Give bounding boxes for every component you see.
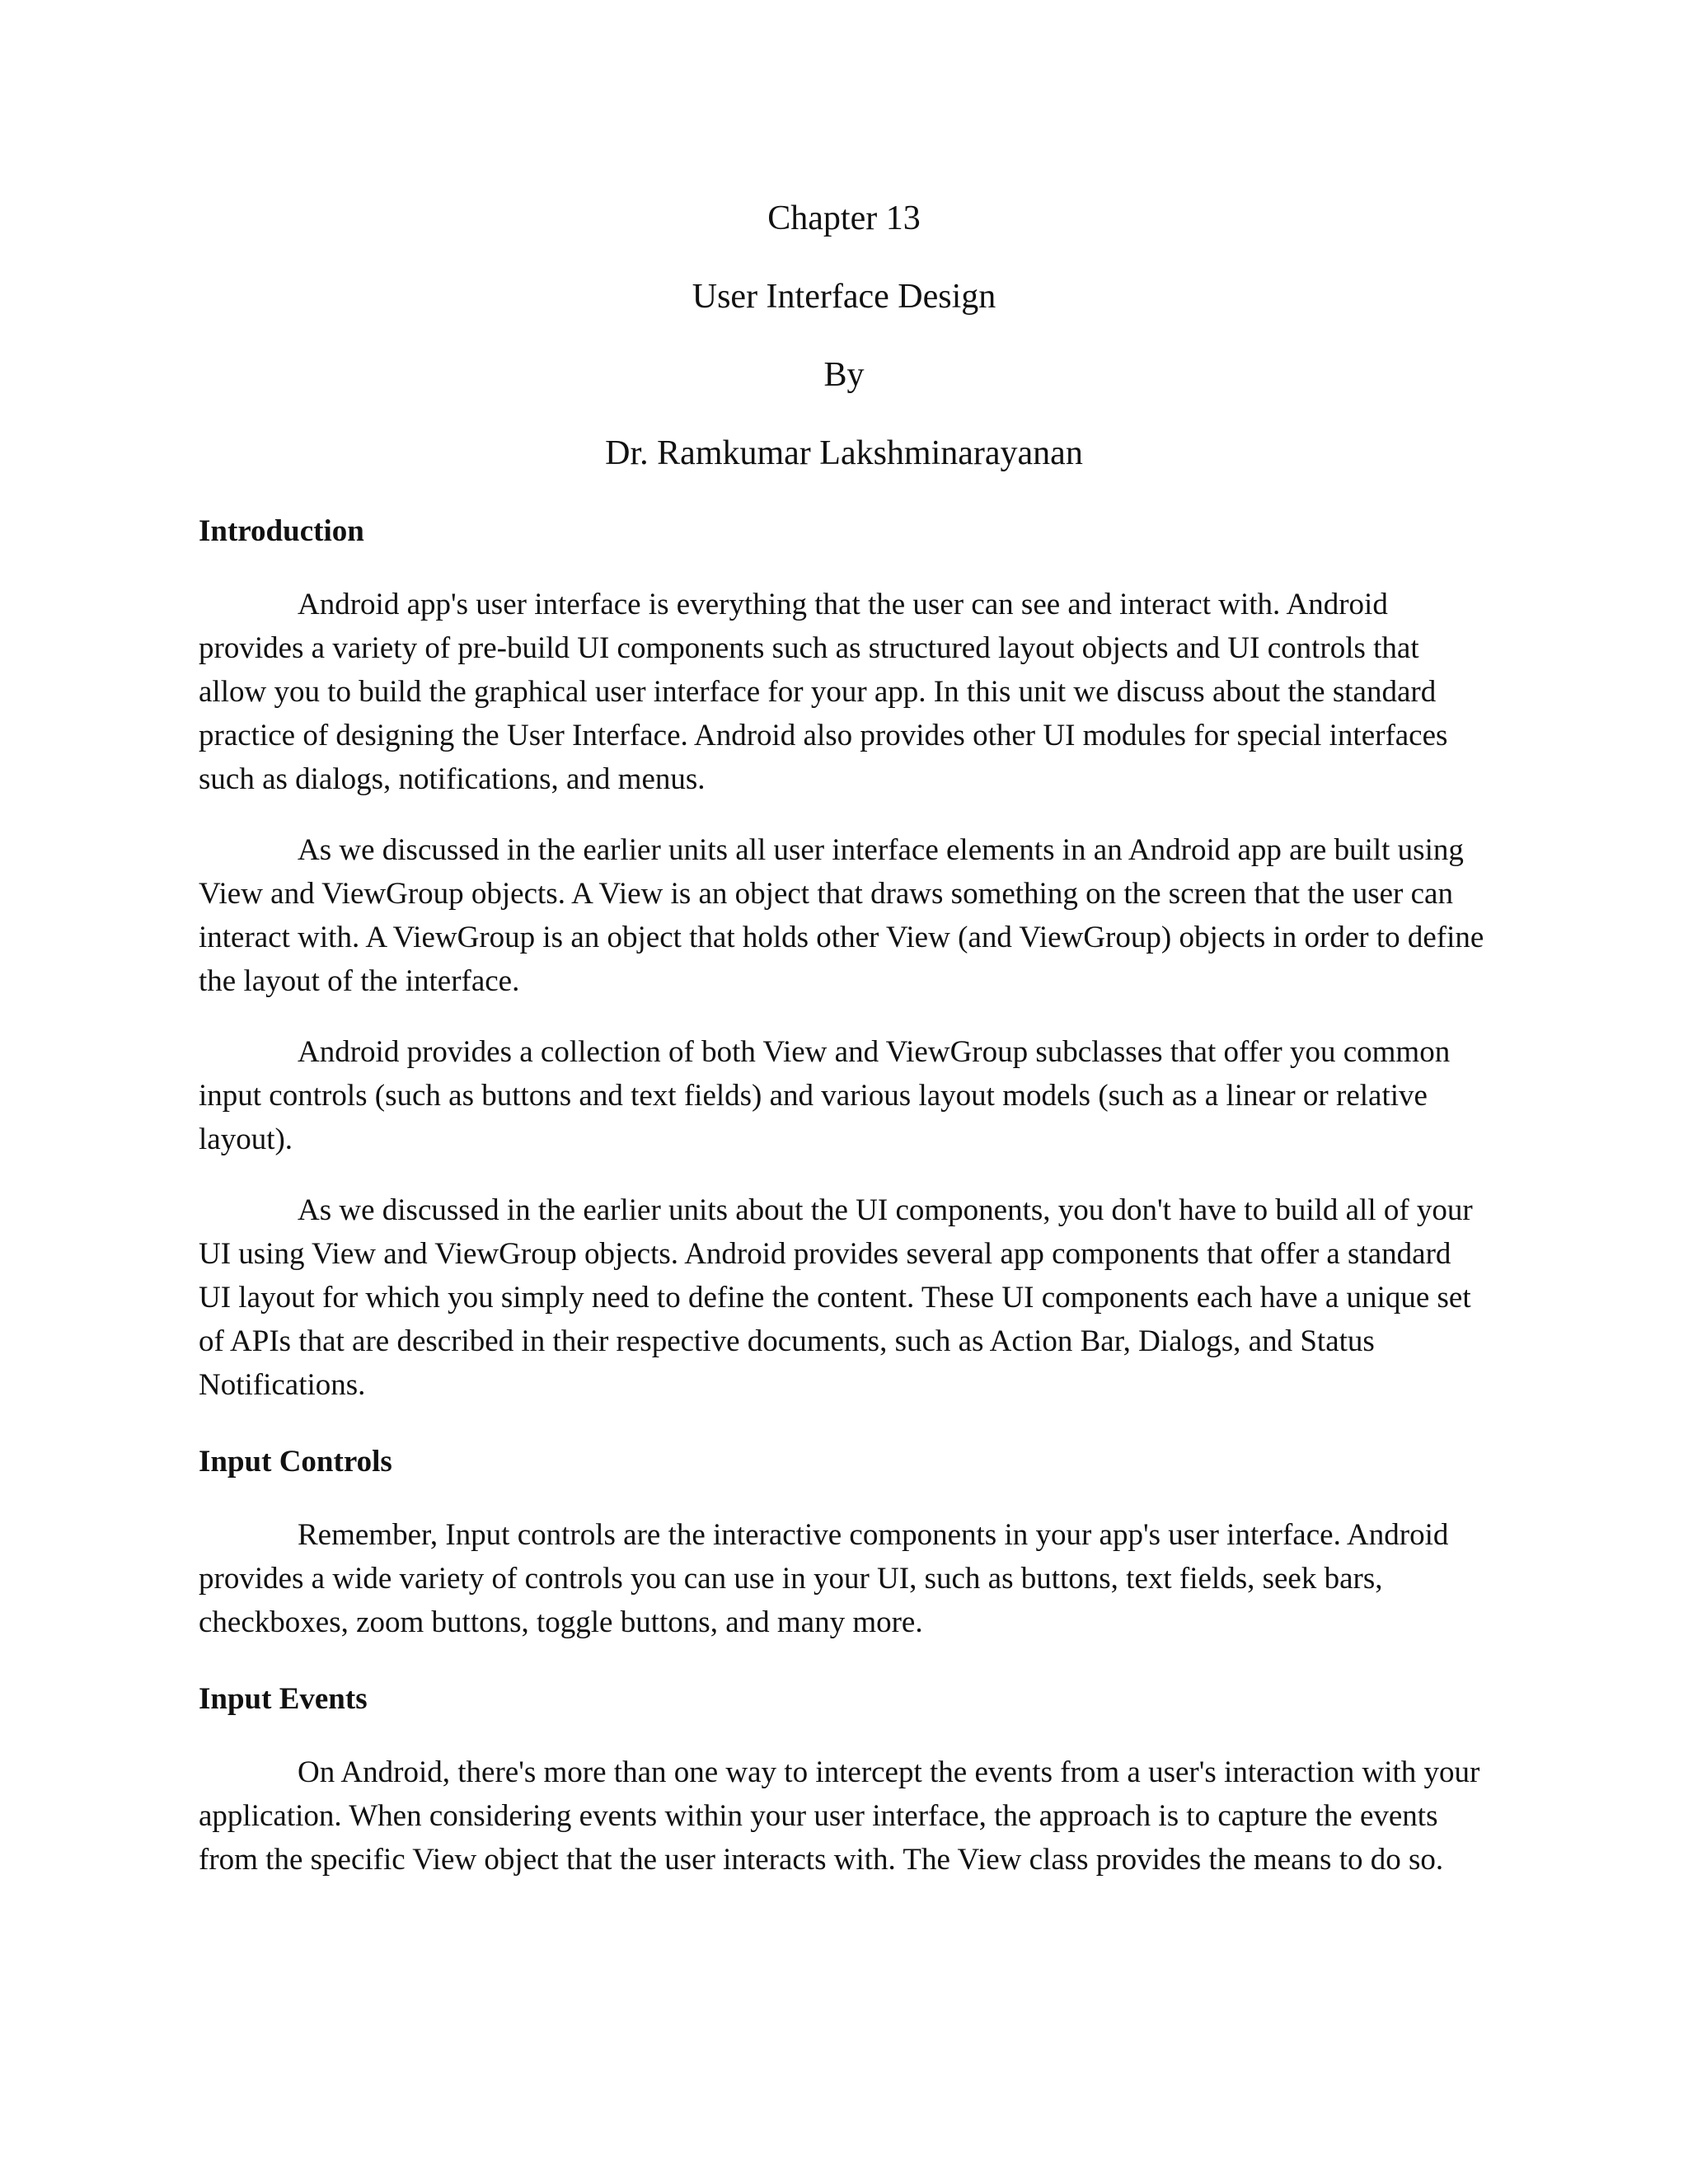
chapter-title: User Interface Design: [692, 278, 996, 316]
paragraph: Android provides a collection of both View and ViewGroup subclasses that offer you common input controls (such as buttons and text fields) and various layout models (such as a linear or relative layout).: [199, 1035, 1451, 1156]
section-heading-introduction: Introduction: [199, 514, 364, 548]
section-heading-input-controls: Input Controls: [199, 1445, 392, 1479]
paragraph: Remember, Input controls are the interactive components in your app's user interface. Android provides a wide variety of controls you can use in your UI, such as buttons, text fields, seek bars, checkboxes, zoom buttons, toggle buttons, and many more.: [199, 1518, 1449, 1639]
section-heading-input-events: Input Events: [199, 1682, 368, 1716]
author-name: Dr. Ramkumar Lakshminarayanan: [605, 434, 1083, 472]
byline: By: [823, 356, 865, 394]
paragraph: Android app's user interface is everything that the user can see and interact with. Android provides a variety of pre-build UI components such as structured layout objects and UI controls that allow you to build the graphical user interface for your app. In this unit we discuss about the standard practice of designing the User Interface. Android also provides other UI modules for special interfaces such as dialogs, notifications, and menus.: [199, 588, 1448, 796]
paragraph: As we discussed in the earlier units all user interface elements in an Android app are built using View and ViewGroup objects. A View is an object that draws something on the screen that the user can interact with. A ViewGroup is an object that holds other View (and ViewGroup) objects in order to define the layout of the interface.: [199, 833, 1484, 998]
paragraph: As we discussed in the earlier units about the UI components, you don't have to build all of your UI using View and ViewGroup objects. Android provides several app components that offer a standard UI layout for which you simply need to define the content. These UI components each have a unique set of APIs that are described in their respective documents, such as Action Bar, Dialogs, and Status Notifications.: [199, 1193, 1473, 1402]
document-body: [199, 513, 1489, 1909]
chapter-number: Chapter 13: [767, 199, 921, 237]
paragraph: On Android, there's more than one way to intercept the events from a user's interaction with your application. When considering events within your user interface, the approach is to capture the events from the specific View object that the user interacts with. The View class provides the means to do so.: [199, 1755, 1480, 1877]
